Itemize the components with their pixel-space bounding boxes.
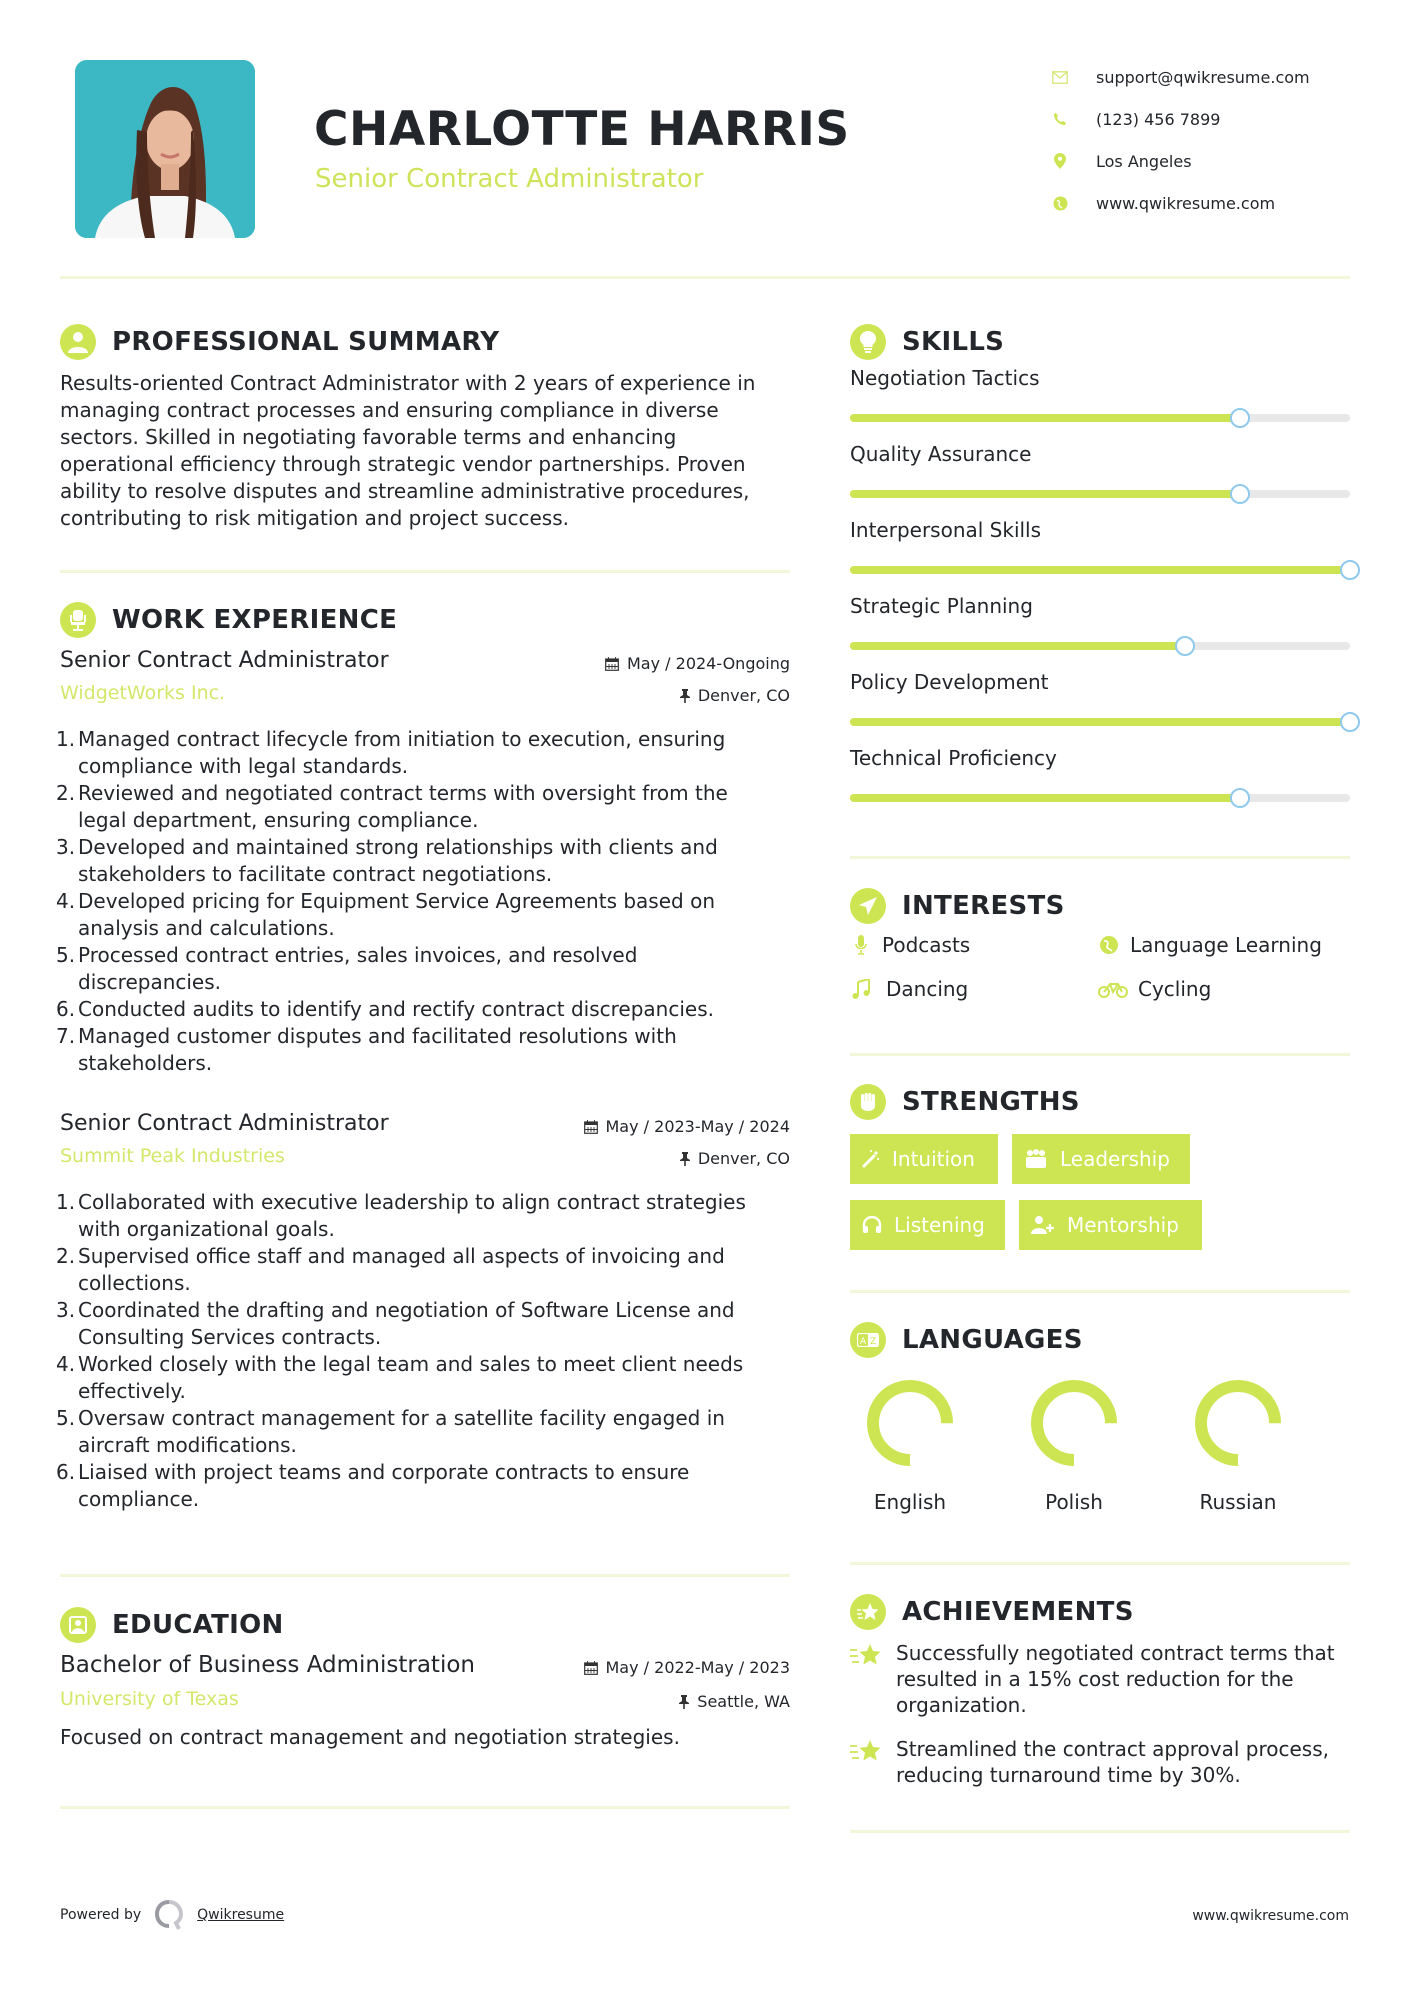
interest-item: Cycling (1098, 974, 1211, 1004)
summary-divider (60, 570, 790, 573)
interest-item: Dancing (850, 974, 968, 1004)
duty-item: 4. Developed pricing for Equipment Service Agreements based on analysis and calculations. (56, 889, 715, 940)
shooting-star-icon (850, 1736, 884, 1788)
skill-bar-knob (1340, 712, 1360, 732)
duty-item: 7. Managed customer disputes and facilitated resolutions with stakeholders. (56, 1024, 677, 1075)
globe-icon (1098, 935, 1120, 955)
achievements-heading: ACHIEVEMENTS (850, 1592, 1350, 1632)
contact-list (1052, 56, 1382, 224)
language-item: Polish (1014, 1378, 1134, 1514)
calendar-icon (584, 1120, 598, 1134)
experience-section (60, 600, 790, 640)
job-title: Senior Contract Administrator (60, 1111, 389, 1136)
duty-item: 2. Supervised office staff and managed all aspects of invoicing and collections. (56, 1244, 725, 1295)
school-name: University of Texas (60, 1688, 239, 1710)
skill-bar-knob (1230, 408, 1250, 428)
calendar-icon (605, 657, 619, 671)
duty-item: 6. Conducted audits to identify and rectify contract discrepancies. (56, 997, 714, 1021)
headphones-icon (862, 1216, 882, 1234)
header-divider (60, 276, 1350, 279)
job-entry-2 (56, 1111, 790, 1513)
duty-item: 6. Liaised with project teams and corporate contracts to ensure compliance. (56, 1460, 690, 1511)
interests-divider (850, 1053, 1350, 1056)
skill-bar (850, 414, 1350, 422)
skill-bar-knob (1175, 636, 1195, 656)
skills-heading: SKILLS (850, 322, 1350, 362)
achievements-list (850, 1640, 1350, 1788)
languages-section (850, 1320, 1350, 1528)
duty-item: 2. Reviewed and negotiated contract terms with oversight from the legal department, ensuring compliance. (56, 781, 728, 832)
phone-icon (1052, 111, 1068, 127)
education-entry (60, 1652, 790, 1751)
experience-heading: WORK EXPERIENCE (60, 600, 790, 640)
strengths-section (850, 1082, 1350, 1250)
skill-bar-knob (1230, 788, 1250, 808)
achievement-item: Streamlined the contract approval process, reducing turnaround time by 30%. (850, 1736, 1350, 1788)
achievement-item: Successfully negotiated contract terms that resulted in a 15% cost reduction for the organization. (850, 1640, 1350, 1718)
skills-divider (850, 856, 1350, 859)
pushpin-icon (679, 1695, 689, 1709)
job-dates: May / 2023-May / 2024 (584, 1117, 791, 1136)
strengths-chips (850, 1134, 1350, 1250)
language-progress-ring (1193, 1378, 1283, 1468)
fist-icon (850, 1084, 886, 1120)
contact-email[interactable]: support@qwikresume.com (1052, 56, 1382, 98)
languages-divider (850, 1562, 1350, 1565)
contact-website[interactable]: www.qwikresume.com (1052, 182, 1382, 224)
languages-heading: A Z LANGUAGES (850, 1320, 1350, 1360)
user-icon (60, 324, 96, 360)
qwikresume-logo-icon (155, 1900, 183, 1930)
skill-item: Strategic Planning (850, 594, 1350, 670)
skill-item: Interpersonal Skills (850, 518, 1350, 594)
achievements-divider (850, 1830, 1350, 1833)
profile-photo (75, 60, 255, 238)
interest-item: Language Learning (1098, 930, 1322, 960)
svg-text:Z: Z (870, 1337, 877, 1347)
strength-chip: Intuition (850, 1134, 998, 1184)
languages-list (850, 1378, 1350, 1528)
globe-icon (1052, 195, 1068, 211)
skill-item: Policy Development (850, 670, 1350, 746)
achievements-section (850, 1592, 1350, 1788)
degree-title: Bachelor of Business Administration (60, 1652, 475, 1678)
graduate-icon (60, 1607, 96, 1643)
group-icon (1024, 1149, 1048, 1169)
user-plus-icon (1031, 1216, 1055, 1234)
contact-location: Los Angeles (1052, 140, 1382, 182)
skill-bar (850, 490, 1350, 498)
job-company: Summit Peak Industries (60, 1145, 285, 1167)
education-dates: May / 2022-May / 2023 (584, 1658, 791, 1677)
magic-wand-icon (862, 1150, 880, 1168)
education-heading: EDUCATION (60, 1605, 790, 1645)
office-chair-icon (60, 602, 96, 638)
job-duties-list (56, 726, 760, 1077)
footer-powered-by: Powered by Qwikresume (60, 1900, 284, 1930)
duty-item: 4. Worked closely with the legal team and sales to meet client needs effectively. (56, 1352, 744, 1403)
profile-photo-illustration (75, 60, 255, 238)
skill-bar (850, 718, 1350, 726)
language-progress-ring (1029, 1378, 1119, 1468)
job-title: Senior Contract Administrator (60, 648, 389, 673)
skills-section (850, 322, 1350, 822)
experience-divider (60, 1574, 790, 1577)
music-note-icon (850, 979, 872, 999)
skill-item: Technical Proficiency (850, 746, 1350, 822)
duty-item: 1. Managed contract lifecycle from initiation to execution, ensuring compliance with legal standards. (56, 727, 726, 778)
interests-grid (850, 930, 1350, 1020)
shooting-star-icon (850, 1640, 884, 1718)
strength-chip: Leadership (1012, 1134, 1190, 1184)
duty-item: 5. Oversaw contract management for a satellite facility engaged in aircraft modifications. (56, 1406, 725, 1457)
strength-chip: Mentorship (1019, 1200, 1202, 1250)
job-company: WidgetWorks Inc. (60, 682, 226, 704)
calendar-icon (584, 1661, 598, 1675)
skill-bar (850, 642, 1350, 650)
language-item: English (850, 1378, 970, 1514)
education-section (60, 1605, 790, 1645)
duty-item: 1. Collaborated with executive leadership to align contract strategies with organizational goals. (56, 1190, 746, 1241)
strength-chip: Listening (850, 1200, 1005, 1250)
skill-item: Quality Assurance (850, 442, 1350, 518)
job-location: Denver, CO (680, 1149, 790, 1168)
candidate-role: Senior Contract Administrator (315, 164, 704, 194)
job-location: Denver, CO (680, 686, 790, 705)
contact-phone[interactable]: (123) 456 7899 (1052, 98, 1382, 140)
education-location: Seattle, WA (679, 1692, 790, 1711)
duty-item: 3. Developed and maintained strong relationships with clients and stakeholders to facilitate contract negotiations. (56, 835, 718, 886)
candidate-name: CHARLOTTE HARRIS (314, 102, 850, 157)
skills-list (850, 366, 1350, 822)
paper-plane-icon (850, 888, 886, 924)
interest-item: Podcasts (850, 930, 970, 960)
interests-heading: INTERESTS (850, 886, 1350, 926)
skill-bar-knob (1230, 484, 1250, 504)
education-description: Focused on contract management and negotiation strategies. (60, 1725, 680, 1749)
translate-icon (850, 1322, 886, 1358)
job-dates: May / 2024-Ongoing (605, 654, 790, 673)
shooting-star-icon (850, 1594, 886, 1630)
bicycle-icon (1098, 980, 1128, 998)
language-item: Russian (1178, 1378, 1298, 1514)
pushpin-icon (680, 1152, 690, 1166)
footer-website[interactable]: www.qwikresume.com (1192, 1908, 1349, 1924)
pushpin-icon (680, 689, 690, 703)
language-progress-ring (865, 1378, 955, 1468)
skill-bar-knob (1340, 560, 1360, 580)
envelope-icon (1052, 69, 1068, 85)
skill-item: Negotiation Tactics (850, 366, 1350, 442)
education-divider (60, 1806, 790, 1809)
job-entry-1 (56, 648, 790, 1077)
summary-section (60, 322, 790, 532)
map-pin-icon (1052, 153, 1068, 169)
svg-text:A: A (860, 1337, 867, 1347)
strengths-divider (850, 1290, 1350, 1293)
summary-heading: PROFESSIONAL SUMMARY (60, 322, 790, 362)
interests-section (850, 886, 1350, 1020)
qwikresume-link[interactable]: Qwikresume (197, 1907, 285, 1923)
duty-item: 5. Processed contract entries, sales invoices, and resolved discrepancies. (56, 943, 638, 994)
summary-text: Results-oriented Contract Administrator with 2 years of experience in managing contract processes and ensuring compliance in diverse sectors. Skilled in negotiating favorable terms and enhancing operational efficiency through strategic vendor partnerships. Proven ability to resolve disputes and streamline administrative procedures, contributing to risk mitigation and project success. (60, 371, 756, 530)
skill-bar (850, 794, 1350, 802)
strengths-heading: STRENGTHS (850, 1082, 1350, 1122)
duty-item: 3. Coordinated the drafting and negotiation of Software License and Consulting Services contracts. (56, 1298, 735, 1349)
skill-bar (850, 566, 1350, 574)
microphone-icon (850, 935, 872, 955)
lightbulb-icon (850, 324, 886, 360)
job-duties-list (56, 1189, 785, 1513)
